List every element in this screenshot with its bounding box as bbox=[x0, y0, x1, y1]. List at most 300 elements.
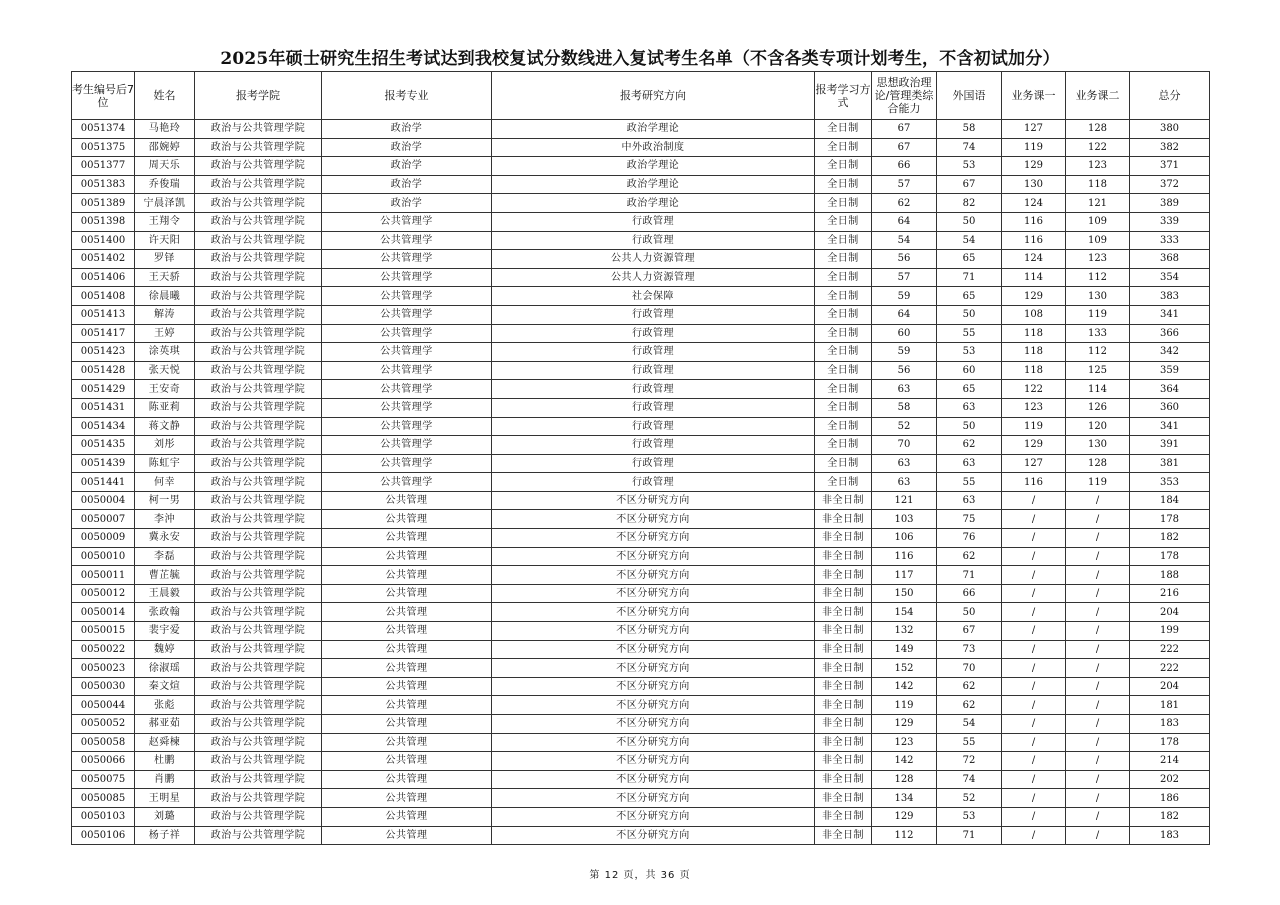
name-cell: 刘璐 bbox=[135, 807, 195, 826]
major-cell: 公共管理 bbox=[322, 696, 492, 715]
table-row bbox=[72, 677, 1210, 696]
subject-one-score-cell: / bbox=[1002, 640, 1066, 659]
subject-two-score-cell: / bbox=[1066, 529, 1130, 548]
foreign-language-score-cell: 75 bbox=[937, 510, 1002, 529]
total-score-cell: 202 bbox=[1130, 770, 1210, 789]
research-direction-cell: 不区分研究方向 bbox=[492, 566, 815, 585]
subject-one-score-cell: 122 bbox=[1002, 380, 1066, 399]
total-score-cell: 380 bbox=[1130, 120, 1210, 139]
name-cell: 魏婷 bbox=[135, 640, 195, 659]
research-direction-cell: 不区分研究方向 bbox=[492, 547, 815, 566]
subject-two-score-cell: 121 bbox=[1066, 194, 1130, 213]
college-cell: 政治与公共管理学院 bbox=[195, 268, 322, 287]
major-cell: 公共管理学 bbox=[322, 324, 492, 343]
college-cell: 政治与公共管理学院 bbox=[195, 510, 322, 529]
name-cell: 王明星 bbox=[135, 789, 195, 808]
name-cell: 杜鹏 bbox=[135, 752, 195, 771]
candidate-id-cell: 0051374 bbox=[72, 120, 135, 139]
research-direction-cell: 行政管理 bbox=[492, 417, 815, 436]
research-direction-cell: 不区分研究方向 bbox=[492, 696, 815, 715]
candidate-id-cell: 0050075 bbox=[72, 770, 135, 789]
college-cell: 政治与公共管理学院 bbox=[195, 473, 322, 492]
college-cell: 政治与公共管理学院 bbox=[195, 547, 322, 566]
study-mode-cell: 全日制 bbox=[815, 138, 872, 157]
politics-score-cell: 63 bbox=[872, 380, 937, 399]
total-score-cell: 353 bbox=[1130, 473, 1210, 492]
name-cell: 裴宇爱 bbox=[135, 622, 195, 641]
table-row bbox=[72, 529, 1210, 548]
major-cell: 公共管理 bbox=[322, 640, 492, 659]
name-cell: 杨子祥 bbox=[135, 826, 195, 845]
name-cell: 张彪 bbox=[135, 696, 195, 715]
study-mode-cell: 非全日制 bbox=[815, 789, 872, 808]
candidate-id-cell: 0050103 bbox=[72, 807, 135, 826]
table-row bbox=[72, 175, 1210, 194]
major-cell: 公共管理 bbox=[322, 677, 492, 696]
candidate-id-cell: 0051400 bbox=[72, 231, 135, 250]
politics-score-cell: 59 bbox=[872, 343, 937, 362]
name-cell: 刘彤 bbox=[135, 436, 195, 455]
research-direction-cell: 不区分研究方向 bbox=[492, 510, 815, 529]
subject-one-score-cell: / bbox=[1002, 696, 1066, 715]
subject-one-score-cell: 114 bbox=[1002, 268, 1066, 287]
politics-score-cell: 152 bbox=[872, 659, 937, 678]
candidate-id-cell: 0050015 bbox=[72, 622, 135, 641]
subject-one-score-cell: / bbox=[1002, 789, 1066, 808]
subject-two-score-cell: / bbox=[1066, 566, 1130, 585]
subject-two-score-cell: / bbox=[1066, 510, 1130, 529]
candidate-id-cell: 0050052 bbox=[72, 715, 135, 734]
college-cell: 政治与公共管理学院 bbox=[195, 305, 322, 324]
candidate-id-cell: 0050011 bbox=[72, 566, 135, 585]
politics-score-cell: 52 bbox=[872, 417, 937, 436]
subject-one-score-cell: 119 bbox=[1002, 138, 1066, 157]
study-mode-cell: 非全日制 bbox=[815, 584, 872, 603]
major-cell: 公共管理 bbox=[322, 770, 492, 789]
candidate-table bbox=[71, 71, 1210, 845]
subject-one-score-cell: 129 bbox=[1002, 436, 1066, 455]
name-cell: 罗铎 bbox=[135, 250, 195, 269]
total-score-cell: 354 bbox=[1130, 268, 1210, 287]
subject-one-score-cell: / bbox=[1002, 510, 1066, 529]
major-cell: 公共管理 bbox=[322, 789, 492, 808]
research-direction-cell: 不区分研究方向 bbox=[492, 622, 815, 641]
name-cell: 马艳玲 bbox=[135, 120, 195, 139]
politics-score-cell: 123 bbox=[872, 733, 937, 752]
study-mode-cell: 非全日制 bbox=[815, 547, 872, 566]
name-cell: 曹芷毓 bbox=[135, 566, 195, 585]
subject-two-score-cell: / bbox=[1066, 826, 1130, 845]
foreign-language-score-cell: 62 bbox=[937, 677, 1002, 696]
research-direction-cell: 政治学理论 bbox=[492, 194, 815, 213]
foreign-language-score-cell: 82 bbox=[937, 194, 1002, 213]
name-cell: 张天悦 bbox=[135, 361, 195, 380]
study-mode-cell: 非全日制 bbox=[815, 826, 872, 845]
table-row bbox=[72, 752, 1210, 771]
politics-score-cell: 59 bbox=[872, 287, 937, 306]
study-mode-cell: 非全日制 bbox=[815, 566, 872, 585]
subject-two-score-cell: 128 bbox=[1066, 454, 1130, 473]
name-cell: 陈亚莉 bbox=[135, 398, 195, 417]
candidate-id-cell: 0051428 bbox=[72, 361, 135, 380]
research-direction-cell: 不区分研究方向 bbox=[492, 733, 815, 752]
politics-score-cell: 56 bbox=[872, 250, 937, 269]
table-row bbox=[72, 640, 1210, 659]
foreign-language-score-cell: 50 bbox=[937, 417, 1002, 436]
column-header-subject-one-score: 业务课一 bbox=[1002, 72, 1066, 120]
candidate-id-cell: 0051408 bbox=[72, 287, 135, 306]
major-cell: 公共管理学 bbox=[322, 343, 492, 362]
study-mode-cell: 非全日制 bbox=[815, 807, 872, 826]
politics-score-cell: 112 bbox=[872, 826, 937, 845]
table-row bbox=[72, 491, 1210, 510]
subject-one-score-cell: 129 bbox=[1002, 157, 1066, 176]
subject-two-score-cell: 122 bbox=[1066, 138, 1130, 157]
total-score-cell: 214 bbox=[1130, 752, 1210, 771]
subject-two-score-cell: 123 bbox=[1066, 250, 1130, 269]
name-cell: 郝亚茹 bbox=[135, 715, 195, 734]
college-cell: 政治与公共管理学院 bbox=[195, 231, 322, 250]
college-cell: 政治与公共管理学院 bbox=[195, 696, 322, 715]
politics-score-cell: 106 bbox=[872, 529, 937, 548]
research-direction-cell: 不区分研究方向 bbox=[492, 584, 815, 603]
major-cell: 公共管理 bbox=[322, 733, 492, 752]
candidate-id-cell: 0051434 bbox=[72, 417, 135, 436]
foreign-language-score-cell: 63 bbox=[937, 491, 1002, 510]
research-direction-cell: 行政管理 bbox=[492, 380, 815, 399]
total-score-cell: 382 bbox=[1130, 138, 1210, 157]
table-row bbox=[72, 454, 1210, 473]
table-row bbox=[72, 305, 1210, 324]
politics-score-cell: 56 bbox=[872, 361, 937, 380]
subject-two-score-cell: 114 bbox=[1066, 380, 1130, 399]
politics-score-cell: 67 bbox=[872, 138, 937, 157]
total-score-cell: 366 bbox=[1130, 324, 1210, 343]
college-cell: 政治与公共管理学院 bbox=[195, 361, 322, 380]
foreign-language-score-cell: 71 bbox=[937, 268, 1002, 287]
candidate-id-cell: 0050085 bbox=[72, 789, 135, 808]
politics-score-cell: 63 bbox=[872, 454, 937, 473]
table-row bbox=[72, 417, 1210, 436]
total-score-cell: 360 bbox=[1130, 398, 1210, 417]
major-cell: 公共管理 bbox=[322, 603, 492, 622]
study-mode-cell: 全日制 bbox=[815, 473, 872, 492]
major-cell: 公共管理 bbox=[322, 584, 492, 603]
candidate-id-cell: 0051402 bbox=[72, 250, 135, 269]
foreign-language-score-cell: 55 bbox=[937, 733, 1002, 752]
research-direction-cell: 社会保障 bbox=[492, 287, 815, 306]
foreign-language-score-cell: 50 bbox=[937, 603, 1002, 622]
foreign-language-score-cell: 66 bbox=[937, 584, 1002, 603]
subject-one-score-cell: 108 bbox=[1002, 305, 1066, 324]
table-row bbox=[72, 826, 1210, 845]
candidate-id-cell: 0050010 bbox=[72, 547, 135, 566]
total-score-cell: 199 bbox=[1130, 622, 1210, 641]
subject-two-score-cell: / bbox=[1066, 696, 1130, 715]
major-cell: 公共管理学 bbox=[322, 380, 492, 399]
research-direction-cell: 不区分研究方向 bbox=[492, 659, 815, 678]
name-cell: 宁晨泽凯 bbox=[135, 194, 195, 213]
table-row bbox=[72, 603, 1210, 622]
candidate-id-cell: 0051417 bbox=[72, 324, 135, 343]
politics-score-cell: 134 bbox=[872, 789, 937, 808]
study-mode-cell: 全日制 bbox=[815, 175, 872, 194]
foreign-language-score-cell: 71 bbox=[937, 826, 1002, 845]
college-cell: 政治与公共管理学院 bbox=[195, 417, 322, 436]
name-cell: 柯一男 bbox=[135, 491, 195, 510]
subject-one-score-cell: 129 bbox=[1002, 287, 1066, 306]
foreign-language-score-cell: 50 bbox=[937, 212, 1002, 231]
research-direction-cell: 行政管理 bbox=[492, 398, 815, 417]
subject-two-score-cell: 126 bbox=[1066, 398, 1130, 417]
major-cell: 公共管理 bbox=[322, 566, 492, 585]
study-mode-cell: 全日制 bbox=[815, 120, 872, 139]
politics-score-cell: 70 bbox=[872, 436, 937, 455]
subject-one-score-cell: / bbox=[1002, 715, 1066, 734]
college-cell: 政治与公共管理学院 bbox=[195, 529, 322, 548]
total-score-cell: 364 bbox=[1130, 380, 1210, 399]
subject-two-score-cell: 130 bbox=[1066, 436, 1130, 455]
column-header-foreign-language-score: 外国语 bbox=[937, 72, 1002, 120]
candidate-id-cell: 0050030 bbox=[72, 677, 135, 696]
page-number: 第 12 页，共 36 页 bbox=[589, 870, 691, 881]
name-cell: 李沖 bbox=[135, 510, 195, 529]
study-mode-cell: 全日制 bbox=[815, 343, 872, 362]
subject-two-score-cell: / bbox=[1066, 677, 1130, 696]
foreign-language-score-cell: 60 bbox=[937, 361, 1002, 380]
college-cell: 政治与公共管理学院 bbox=[195, 120, 322, 139]
total-score-cell: 368 bbox=[1130, 250, 1210, 269]
subject-one-score-cell: / bbox=[1002, 770, 1066, 789]
candidate-id-cell: 0051429 bbox=[72, 380, 135, 399]
college-cell: 政治与公共管理学院 bbox=[195, 622, 322, 641]
total-score-cell: 372 bbox=[1130, 175, 1210, 194]
major-cell: 公共管理学 bbox=[322, 250, 492, 269]
college-cell: 政治与公共管理学院 bbox=[195, 677, 322, 696]
column-header-candidate-id: 考生编号后7位 bbox=[72, 72, 135, 120]
name-cell: 李磊 bbox=[135, 547, 195, 566]
candidate-id-cell: 0051406 bbox=[72, 268, 135, 287]
major-cell: 公共管理 bbox=[322, 807, 492, 826]
total-score-cell: 182 bbox=[1130, 529, 1210, 548]
major-cell: 公共管理学 bbox=[322, 287, 492, 306]
foreign-language-score-cell: 53 bbox=[937, 807, 1002, 826]
subject-one-score-cell: / bbox=[1002, 529, 1066, 548]
foreign-language-score-cell: 50 bbox=[937, 305, 1002, 324]
politics-score-cell: 129 bbox=[872, 715, 937, 734]
name-cell: 王安奇 bbox=[135, 380, 195, 399]
foreign-language-score-cell: 62 bbox=[937, 696, 1002, 715]
candidate-id-cell: 0050007 bbox=[72, 510, 135, 529]
study-mode-cell: 全日制 bbox=[815, 324, 872, 343]
total-score-cell: 178 bbox=[1130, 510, 1210, 529]
subject-one-score-cell: / bbox=[1002, 547, 1066, 566]
politics-score-cell: 149 bbox=[872, 640, 937, 659]
research-direction-cell: 不区分研究方向 bbox=[492, 715, 815, 734]
major-cell: 公共管理学 bbox=[322, 231, 492, 250]
major-cell: 公共管理 bbox=[322, 826, 492, 845]
subject-one-score-cell: / bbox=[1002, 603, 1066, 622]
subject-two-score-cell: 109 bbox=[1066, 212, 1130, 231]
candidate-id-cell: 0050022 bbox=[72, 640, 135, 659]
research-direction-cell: 不区分研究方向 bbox=[492, 770, 815, 789]
major-cell: 公共管理学 bbox=[322, 473, 492, 492]
name-cell: 许天阳 bbox=[135, 231, 195, 250]
foreign-language-score-cell: 58 bbox=[937, 120, 1002, 139]
subject-two-score-cell: / bbox=[1066, 733, 1130, 752]
table-row bbox=[72, 733, 1210, 752]
major-cell: 公共管理 bbox=[322, 491, 492, 510]
foreign-language-score-cell: 73 bbox=[937, 640, 1002, 659]
college-cell: 政治与公共管理学院 bbox=[195, 733, 322, 752]
college-cell: 政治与公共管理学院 bbox=[195, 138, 322, 157]
major-cell: 公共管理 bbox=[322, 659, 492, 678]
politics-score-cell: 103 bbox=[872, 510, 937, 529]
study-mode-cell: 全日制 bbox=[815, 305, 872, 324]
subject-two-score-cell: / bbox=[1066, 603, 1130, 622]
foreign-language-score-cell: 65 bbox=[937, 287, 1002, 306]
foreign-language-score-cell: 71 bbox=[937, 566, 1002, 585]
major-cell: 公共管理学 bbox=[322, 361, 492, 380]
table-row bbox=[72, 343, 1210, 362]
subject-one-score-cell: / bbox=[1002, 491, 1066, 510]
name-cell: 何幸 bbox=[135, 473, 195, 492]
table-row bbox=[72, 398, 1210, 417]
politics-score-cell: 119 bbox=[872, 696, 937, 715]
major-cell: 公共管理 bbox=[322, 510, 492, 529]
table-header-row bbox=[72, 72, 1210, 120]
subject-two-score-cell: 128 bbox=[1066, 120, 1130, 139]
subject-one-score-cell: / bbox=[1002, 807, 1066, 826]
research-direction-cell: 行政管理 bbox=[492, 361, 815, 380]
subject-two-score-cell: / bbox=[1066, 789, 1130, 808]
research-direction-cell: 中外政治制度 bbox=[492, 138, 815, 157]
study-mode-cell: 非全日制 bbox=[815, 529, 872, 548]
total-score-cell: 222 bbox=[1130, 640, 1210, 659]
subject-two-score-cell: 118 bbox=[1066, 175, 1130, 194]
candidate-id-cell: 0051431 bbox=[72, 398, 135, 417]
total-score-cell: 183 bbox=[1130, 715, 1210, 734]
college-cell: 政治与公共管理学院 bbox=[195, 491, 322, 510]
table-row bbox=[72, 584, 1210, 603]
table-row bbox=[72, 566, 1210, 585]
politics-score-cell: 58 bbox=[872, 398, 937, 417]
study-mode-cell: 非全日制 bbox=[815, 696, 872, 715]
name-cell: 王婷 bbox=[135, 324, 195, 343]
name-cell: 秦文煊 bbox=[135, 677, 195, 696]
column-header-college: 报考学院 bbox=[195, 72, 322, 120]
table-row bbox=[72, 547, 1210, 566]
research-direction-cell: 行政管理 bbox=[492, 436, 815, 455]
research-direction-cell: 不区分研究方向 bbox=[492, 529, 815, 548]
foreign-language-score-cell: 55 bbox=[937, 324, 1002, 343]
research-direction-cell: 行政管理 bbox=[492, 473, 815, 492]
candidate-id-cell: 0050004 bbox=[72, 491, 135, 510]
total-score-cell: 188 bbox=[1130, 566, 1210, 585]
major-cell: 公共管理 bbox=[322, 752, 492, 771]
college-cell: 政治与公共管理学院 bbox=[195, 789, 322, 808]
table-row bbox=[72, 715, 1210, 734]
candidate-id-cell: 0050106 bbox=[72, 826, 135, 845]
politics-score-cell: 64 bbox=[872, 212, 937, 231]
college-cell: 政治与公共管理学院 bbox=[195, 566, 322, 585]
major-cell: 公共管理 bbox=[322, 715, 492, 734]
study-mode-cell: 非全日制 bbox=[815, 640, 872, 659]
table-row bbox=[72, 380, 1210, 399]
foreign-language-score-cell: 74 bbox=[937, 138, 1002, 157]
table-row bbox=[72, 622, 1210, 641]
research-direction-cell: 政治学理论 bbox=[492, 175, 815, 194]
name-cell: 蒋文静 bbox=[135, 417, 195, 436]
research-direction-cell: 行政管理 bbox=[492, 231, 815, 250]
college-cell: 政治与公共管理学院 bbox=[195, 454, 322, 473]
total-score-cell: 181 bbox=[1130, 696, 1210, 715]
politics-score-cell: 121 bbox=[872, 491, 937, 510]
subject-one-score-cell: 127 bbox=[1002, 454, 1066, 473]
study-mode-cell: 非全日制 bbox=[815, 491, 872, 510]
study-mode-cell: 全日制 bbox=[815, 287, 872, 306]
table-row bbox=[72, 268, 1210, 287]
foreign-language-score-cell: 76 bbox=[937, 529, 1002, 548]
major-cell: 公共管理 bbox=[322, 529, 492, 548]
politics-score-cell: 54 bbox=[872, 231, 937, 250]
table-row bbox=[72, 324, 1210, 343]
study-mode-cell: 全日制 bbox=[815, 157, 872, 176]
major-cell: 公共管理学 bbox=[322, 305, 492, 324]
research-direction-cell: 政治学理论 bbox=[492, 157, 815, 176]
candidate-id-cell: 0051375 bbox=[72, 138, 135, 157]
total-score-cell: 341 bbox=[1130, 417, 1210, 436]
column-header-politics-score: 思想政治理论/管理类综合能力 bbox=[872, 72, 937, 120]
major-cell: 公共管理学 bbox=[322, 212, 492, 231]
politics-score-cell: 57 bbox=[872, 268, 937, 287]
study-mode-cell: 非全日制 bbox=[815, 510, 872, 529]
major-cell: 政治学 bbox=[322, 120, 492, 139]
foreign-language-score-cell: 53 bbox=[937, 343, 1002, 362]
politics-score-cell: 67 bbox=[872, 120, 937, 139]
politics-score-cell: 66 bbox=[872, 157, 937, 176]
total-score-cell: 359 bbox=[1130, 361, 1210, 380]
subject-two-score-cell: 109 bbox=[1066, 231, 1130, 250]
candidate-id-cell: 0051439 bbox=[72, 454, 135, 473]
major-cell: 公共管理学 bbox=[322, 398, 492, 417]
study-mode-cell: 全日制 bbox=[815, 361, 872, 380]
subject-one-score-cell: / bbox=[1002, 677, 1066, 696]
major-cell: 公共管理学 bbox=[322, 454, 492, 473]
total-score-cell: 182 bbox=[1130, 807, 1210, 826]
politics-score-cell: 57 bbox=[872, 175, 937, 194]
subject-two-score-cell: / bbox=[1066, 807, 1130, 826]
subject-one-score-cell: 130 bbox=[1002, 175, 1066, 194]
foreign-language-score-cell: 67 bbox=[937, 175, 1002, 194]
name-cell: 徐淑瑶 bbox=[135, 659, 195, 678]
college-cell: 政治与公共管理学院 bbox=[195, 752, 322, 771]
total-score-cell: 371 bbox=[1130, 157, 1210, 176]
study-mode-cell: 非全日制 bbox=[815, 733, 872, 752]
foreign-language-score-cell: 54 bbox=[937, 231, 1002, 250]
table-row bbox=[72, 194, 1210, 213]
study-mode-cell: 全日制 bbox=[815, 398, 872, 417]
research-direction-cell: 行政管理 bbox=[492, 212, 815, 231]
table-row bbox=[72, 212, 1210, 231]
subject-one-score-cell: 124 bbox=[1002, 250, 1066, 269]
subject-two-score-cell: / bbox=[1066, 622, 1130, 641]
subject-two-score-cell: 130 bbox=[1066, 287, 1130, 306]
college-cell: 政治与公共管理学院 bbox=[195, 770, 322, 789]
subject-one-score-cell: 124 bbox=[1002, 194, 1066, 213]
college-cell: 政治与公共管理学院 bbox=[195, 175, 322, 194]
subject-two-score-cell: 112 bbox=[1066, 343, 1130, 362]
